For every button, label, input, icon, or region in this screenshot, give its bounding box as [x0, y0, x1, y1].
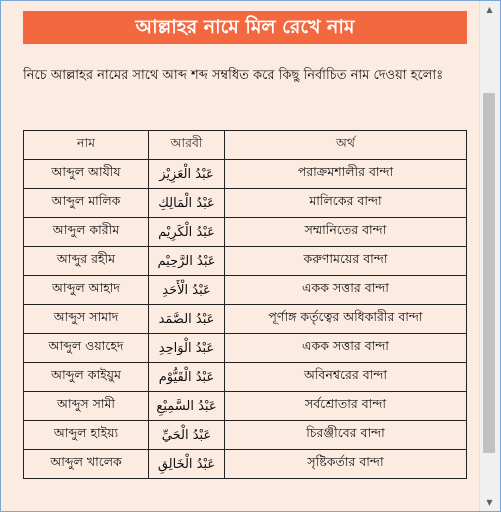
vertical-scrollbar[interactable] — [479, 1, 499, 511]
cell-arabic: عَبْدُ الْمَالِكِ — [149, 189, 225, 218]
table-row — [24, 305, 467, 334]
table-row — [24, 392, 467, 421]
cell-name: আব্দুর রহীম — [24, 247, 149, 276]
cell-name: আব্দুল হাইয়্য — [24, 421, 149, 450]
cell-arabic: عَبْدُ الْكَرِيْم — [149, 218, 225, 247]
cell-meaning: একক সত্তার বান্দা — [225, 276, 467, 305]
cell-meaning: মালিকের বান্দা — [225, 189, 467, 218]
header-meaning: অর্থ — [225, 131, 467, 160]
cell-name: আব্দুল কাইয়ুম — [24, 363, 149, 392]
cell-arabic: عَبْدُ الْأَحَدِ — [149, 276, 225, 305]
page-title: আল্লাহর নামে মিল রেখে নাম — [23, 11, 467, 44]
cell-meaning: সৃষ্টিকর্তার বান্দা — [225, 450, 467, 479]
table-header-row — [24, 131, 467, 160]
cell-name: আব্দুল কারীম — [24, 218, 149, 247]
cell-name: আব্দুল আযীয — [24, 160, 149, 189]
cell-name: আব্দুস সামাদ — [24, 305, 149, 334]
table-row — [24, 363, 467, 392]
table-row — [24, 421, 467, 450]
table-body — [24, 160, 467, 479]
cell-name: আব্দুল আহাদ — [24, 276, 149, 305]
arrow-up-icon[interactable]: ▲ — [486, 5, 493, 14]
arrow-down-icon[interactable]: ▼ — [486, 498, 493, 507]
cell-name: আব্দুল ওয়াহেদ — [24, 334, 149, 363]
cell-arabic: عَبْدُ الْقَيُّوْم — [149, 363, 225, 392]
scroll-thumb[interactable] — [483, 93, 495, 453]
cell-arabic: عَبْدُ الْخَالِقِ — [149, 450, 225, 479]
cell-name: আব্দুস সামী — [24, 392, 149, 421]
cell-arabic: عَبْدُ الْوَاحِدِ — [149, 334, 225, 363]
cell-meaning: সর্বশ্রোতার বান্দা — [225, 392, 467, 421]
table-row — [24, 218, 467, 247]
intro-text: নিচে আল্লাহর নামের সাথে আব্দ শব্দ সম্বধিত করে কিছু নির্বাচিত নাম দেওয়া হলোঃ — [23, 68, 444, 83]
cell-meaning: চিরঞ্জীবের বান্দা — [225, 421, 467, 450]
cell-name: আব্দুল খালেক — [24, 450, 149, 479]
header-arabic: আরবী — [149, 131, 225, 160]
cell-meaning: সম্মানিতের বান্দা — [225, 218, 467, 247]
table-row — [24, 189, 467, 218]
header-name: নাম — [24, 131, 149, 160]
table-row — [24, 450, 467, 479]
cell-meaning: করুণাময়ের বান্দা — [225, 247, 467, 276]
cell-name: আব্দুল মালিক — [24, 189, 149, 218]
cell-meaning: পরাক্রমশালীর বান্দা — [225, 160, 467, 189]
table-row — [24, 334, 467, 363]
cell-arabic: عَبْدُ الصَّمَد — [149, 305, 225, 334]
scroll-content — [3, 1, 478, 511]
cell-meaning: অবিনশ্বরের বান্দা — [225, 363, 467, 392]
cell-meaning: একক সত্তার বান্দা — [225, 334, 467, 363]
cell-arabic: عَبْدُ الرَّحِيْم — [149, 247, 225, 276]
table-row — [24, 160, 467, 189]
cell-arabic: عَبْدُ السَّمِيْعِ — [149, 392, 225, 421]
names-table — [23, 130, 467, 479]
cell-arabic: عَبْدُ الْحَيِّ — [149, 421, 225, 450]
cell-meaning: পূর্ণাঙ্গ কর্তৃত্বের অধিকারীর বান্দা — [225, 305, 467, 334]
cell-arabic: عَبْدُ الْعَزِيْز — [149, 160, 225, 189]
table-row — [24, 247, 467, 276]
table-row — [24, 276, 467, 305]
